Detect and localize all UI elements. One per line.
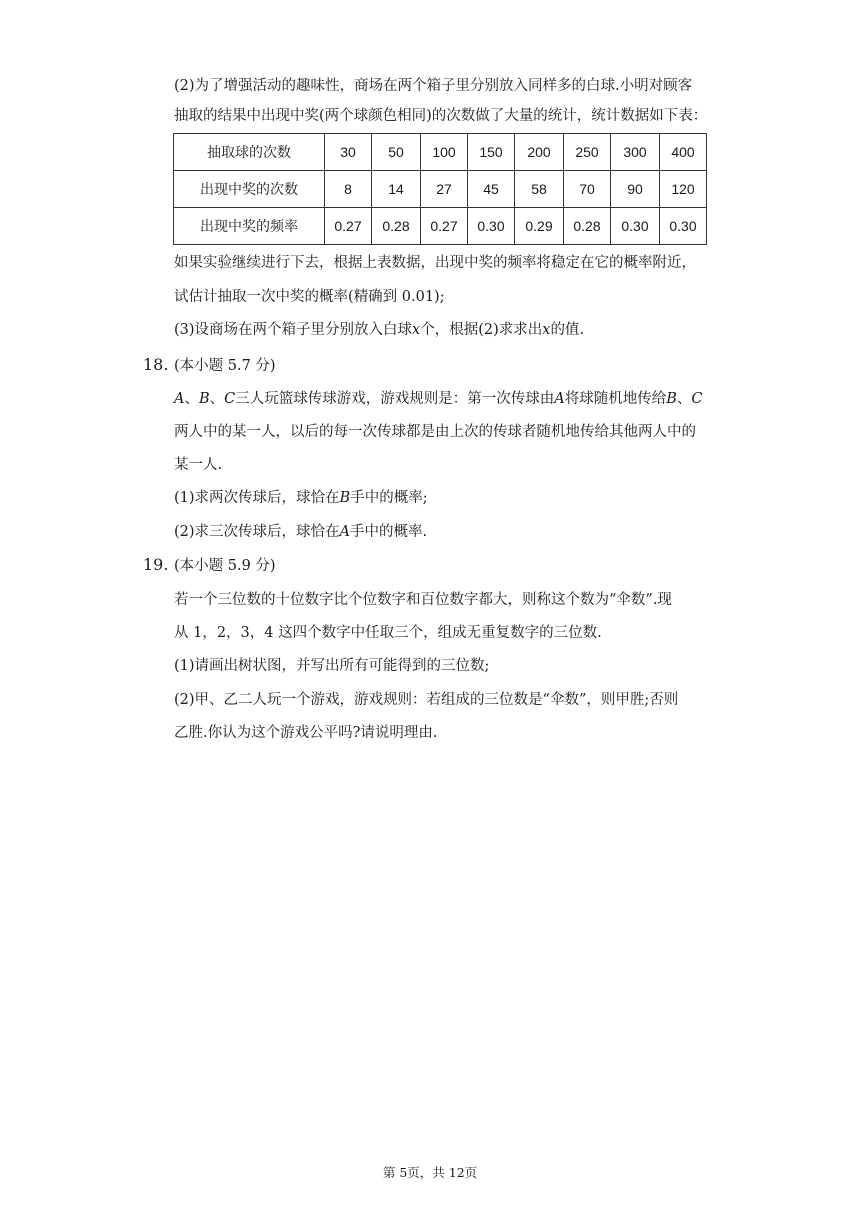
table-cell: 58: [515, 171, 564, 208]
table-cell: 120: [660, 171, 707, 208]
q19-part1: (1)请画出树状图，并写出所有可能得到的三位数;: [174, 658, 490, 674]
q19-number: 19.: [143, 555, 169, 574]
table-cell: 0.30: [468, 208, 515, 245]
q18-text2: 将球随机地传给: [564, 391, 667, 407]
q17-after-table-line2: 试估计抽取一次中奖的概率(精确到 0.01);: [174, 289, 445, 305]
q18-line1: [174, 389, 703, 409]
q19-score: (本小题 5.9 分): [174, 558, 276, 574]
table-row: [174, 134, 707, 171]
q18-part1-text-a: (1)求两次传球后，球恰在: [174, 490, 340, 506]
table-cell: 0.30: [611, 208, 660, 245]
q18-line2: 两人中的某一人，以后的每一次传球都是由上次的传球者随机地传给其他两人中的: [174, 424, 696, 440]
table-cell: 14: [372, 171, 421, 208]
table-cell: 0.28: [564, 208, 611, 245]
q18-var-b2: B: [666, 391, 677, 407]
q18-sep2: 、: [209, 391, 225, 407]
table-row-label: 抽取球的次数: [174, 134, 325, 171]
table-cell: 70: [564, 171, 611, 208]
q17-part3-var-x1: x: [412, 322, 421, 338]
table-cell: 100: [421, 134, 468, 171]
q19-part2-line1: (2)甲、乙二人玩一个游戏，游戏规则：若组成的三位数是“伞数”，则甲胜;否则: [174, 692, 679, 708]
table-cell: 8: [325, 171, 372, 208]
q19-line1: 若一个三位数的十位数字比个位数字和百位数字都大，则称这个数为“伞数”.现: [174, 592, 672, 608]
q17-part3-text-b: 个，根据(2)求求出: [420, 322, 543, 338]
table-cell: 250: [564, 134, 611, 171]
table-cell: 0.27: [325, 208, 372, 245]
q18-number: 18.: [143, 355, 169, 374]
q18-sep3: 、: [676, 391, 692, 407]
q18-sep1: 、: [184, 391, 199, 407]
table-cell: 90: [611, 171, 660, 208]
table-cell: 0.30: [660, 208, 707, 245]
q19-part2-line2: 乙胜.你认为这个游戏公平吗?请说明理由.: [174, 725, 438, 741]
q18-part1-text-b: 手中的概率;: [350, 490, 428, 506]
table-row: [174, 171, 707, 208]
q18-part2-text-b: 手中的概率.: [350, 524, 428, 540]
table-cell: 50: [372, 134, 421, 171]
q18-var-b: B: [198, 391, 210, 407]
table-cell: 200: [515, 134, 564, 171]
table-row-label: 出现中奖的频率: [174, 208, 325, 245]
table-cell: 0.27: [421, 208, 468, 245]
table-cell: 0.29: [515, 208, 564, 245]
q18-line3: 某一人.: [174, 457, 223, 473]
q18-part2-var: A: [339, 524, 351, 540]
table-cell: 150: [468, 134, 515, 171]
q17-part3-var-x2: x: [542, 322, 551, 338]
table-cell: 400: [660, 134, 707, 171]
q18-part1-var: B: [339, 490, 351, 506]
page-footer: 第 5页，共 12页: [382, 1165, 478, 1180]
statistics-table: [173, 133, 707, 245]
q17-part3: [174, 320, 584, 340]
q17-part3-text-c: 的值.: [550, 322, 585, 338]
table-row-label: 出现中奖的次数: [174, 171, 325, 208]
q18-text1: 三人玩篮球传球游戏，游戏规则是：第一次传球由: [235, 391, 555, 407]
q18-part2-text-a: (2)求三次传球后，球恰在: [174, 524, 340, 540]
table-cell: 45: [468, 171, 515, 208]
q19-line2: 从 1，2，3，4 这四个数字中任取三个，组成无重复数字的三位数.: [174, 625, 602, 641]
q18-var-c2: C: [691, 391, 703, 407]
q17-part2-line2: 抽取的结果中出现中奖(两个球颜色相同)的次数做了大量的统计，统计数据如下表：: [174, 108, 708, 124]
q18-score: (本小题 5.7 分): [174, 358, 276, 374]
table-cell: 30: [325, 134, 372, 171]
table-cell: 27: [421, 171, 468, 208]
q18-part2: [174, 522, 427, 542]
q18-var-a: A: [174, 391, 185, 407]
q17-after-table-line1: 如果实验继续进行下去，根据上表数据，出现中奖的频率将稳定在它的概率附近，: [174, 255, 696, 271]
q18-var-c: C: [224, 391, 236, 407]
table-cell: 0.28: [372, 208, 421, 245]
q17-part3-text-a: (3)设商场在两个箱子里分别放入白球: [174, 322, 413, 338]
q17-part2-line1: (2)为了增强活动的趣味性，商场在两个箱子里分别放入同样多的白球.小明对顾客: [174, 78, 693, 94]
q18-var-a2: A: [554, 391, 565, 407]
q18-part1: [174, 488, 428, 508]
table-row: [174, 208, 707, 245]
table-cell: 300: [611, 134, 660, 171]
